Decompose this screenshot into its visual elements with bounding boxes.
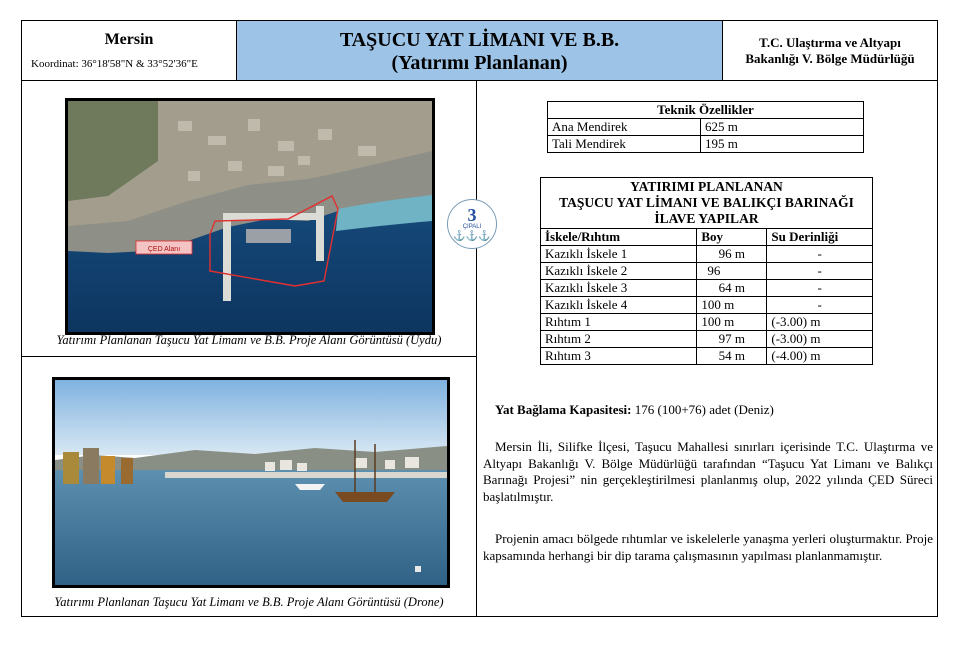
header-authority [723, 21, 937, 81]
project-status: (Yatırımı Planlanan) [391, 52, 568, 74]
table-row: Rıhtım 2 97 m (-3.00) m [541, 331, 873, 348]
city-name: Mersin [104, 31, 154, 48]
header-title [237, 21, 723, 81]
table-row: Rıhtım 1 100 m (-3.00) m [541, 314, 873, 331]
table-header-row: İskele/Rıhtım Boy Su Derinliği [541, 229, 873, 246]
table-row: Ana Mendirek 625 m [548, 119, 864, 136]
satellite-image [68, 101, 432, 332]
table-row: Tali Mendirek 195 m [548, 136, 864, 153]
description-paragraph: Mersin İli, Silifke İlçesi, Taşucu Mahallesi sınırları içerisinde T.C. Ulaştırma ve Altyapı Bakanlığı V. Bölge Müdürlüğü tarafından “Taşucu Yat Limanı ve Balıkçı Barınağı Projesi” nin gerçekleştirilmesi planlanmış olup, 2022 yılında ÇED Süreci başlatılmıştır. [483, 439, 933, 504]
table-row: Kazıklı İskele 4 100 m - [541, 297, 873, 314]
mooring-capacity-label: Yat Bağlama Kapasitesi: [495, 402, 632, 417]
tower-building [101, 456, 115, 484]
ministry-line-1: T.C. Ulaştırma ve Altyapı [759, 35, 901, 50]
drone-caption: Yatırımı Planlanan Taşucu Yat Limanı ve B.B. Proje Alanı Görüntüsü (Drone) [54, 595, 444, 609]
tower-building [83, 448, 99, 484]
vertical-divider [476, 81, 477, 616]
drone-photo [52, 377, 450, 588]
coordinates: Koordinat: 36°18'58"N & 33°52'36"E [31, 58, 198, 70]
satellite-caption: Yatırımı Planlanan Taşucu Yat Limanı ve B.B. Proje Alanı Görüntüsü (Uydu) [56, 333, 442, 347]
planned-structures-title: YATIRIMI PLANLANAN TAŞUCU YAT LİMANI VE BALIKÇI BARINAĞI İLAVE YAPILAR [541, 178, 873, 229]
table-row: Rıhtım 3 54 m (-4.00) m [541, 348, 873, 365]
tower-building [63, 452, 79, 484]
ministry-line-2: Bakanlığı V. Bölge Müdürlüğü [745, 51, 915, 66]
tech-specs-title: Teknik Özellikler [548, 102, 864, 119]
horizontal-divider [22, 356, 476, 357]
purpose-paragraph: Projenin amacı bölgede rıhtımlar ve iskelelerle yanaşma yerleri oluşturmaktır. Proje kapsamında herhangi bir dip tarama çalışmasının yapılması planlanmamıştır. [483, 531, 933, 563]
project-title: TAŞUCU YAT LİMANI VE B.B. [339, 29, 620, 51]
satellite-photo [65, 98, 435, 335]
table-row: Kazıklı İskele 2 96 - [541, 263, 873, 280]
table-row: Kazıklı İskele 3 64 m - [541, 280, 873, 297]
logo [447, 199, 497, 249]
mooring-capacity [483, 402, 933, 419]
planned-structures-table [540, 177, 873, 365]
quay [165, 472, 447, 478]
drone-image [55, 380, 447, 585]
tower-building [121, 458, 133, 484]
mooring-capacity-value: 176 (100+76) adet (Deniz) [634, 402, 774, 417]
logo-text: ÇIPALI [462, 224, 482, 230]
eia-label: ÇED Alanı [147, 246, 181, 253]
logo-number: 3 [467, 205, 477, 225]
table-row: Kazıklı İskele 1 96 m - [541, 246, 873, 263]
anchor-icon: ⚓⚓⚓ [453, 231, 491, 242]
header-location [22, 21, 237, 81]
tech-specs-table [547, 101, 864, 153]
info-sheet [21, 20, 938, 617]
